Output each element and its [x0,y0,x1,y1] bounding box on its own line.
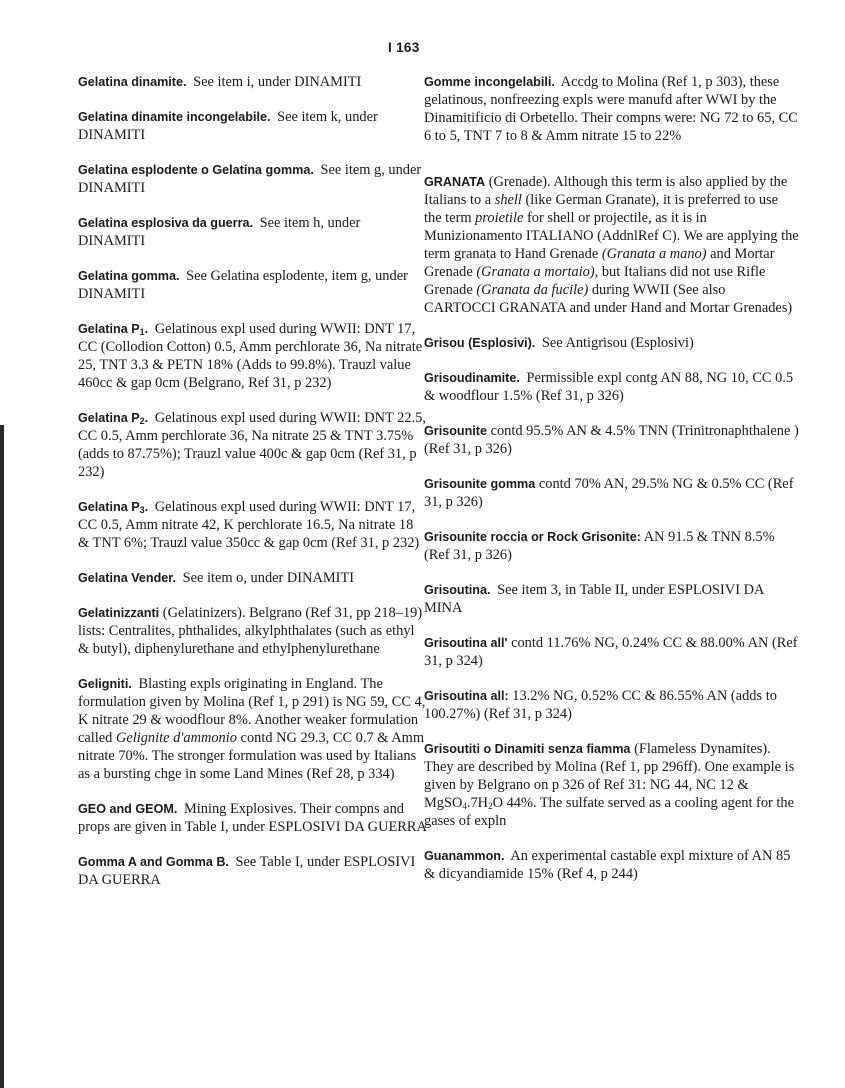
entry [78,214,428,250]
entry-italic: (Granata a mortaio), [476,264,599,280]
entry-italic: (Granata da fucile) [476,282,589,298]
entry-body: .7H [466,795,489,811]
entry-body: contd 70% AN, 29.5% NG & 0.5% CC (Ref 31, p 326) [424,476,794,510]
entry-body: contd 11.76% NG, 0.24% CC & 88.00% AN (Ref 31, p 324) [424,635,798,669]
entry-head: Grisounite [424,424,487,438]
entry-head: Grisoutina all: [424,689,509,703]
entry [424,422,799,458]
entry-body: See item k, under DINAMITI [78,109,378,143]
entry-italic: shell [494,192,522,208]
entry-body: and Mortar Grenade [424,246,775,280]
entry [424,581,799,617]
entry [78,161,428,197]
entry [78,320,428,392]
entry [424,173,799,317]
entry-head: Grisou (Esplosivi). [424,336,536,350]
entry [424,475,799,511]
formula-subscript: 2 [488,801,493,811]
entry-head: Grisoudinamite. [424,371,520,385]
head-tail: . [144,500,149,514]
entry-head [78,500,148,514]
entry [78,498,428,552]
entry-body: Permissible expl contg AN 88, NG 10, CC 0.5 & woodflour 1.5% (Ref 31, p 326) [424,370,794,404]
entry-head: Geligniti. [78,677,132,691]
entry-head: Gelatina esplosiva da guerra. [78,216,253,230]
entry-body: AN 91.5 & TNN 8.5% (Ref 31, p 326) [424,529,775,563]
entry-body: See item i, under DINAMITI [193,74,362,90]
entry-body: See Gelatina esplodente, item g, under DINAMITI [78,268,408,302]
entry-body: but Italians did not use Rifle Grenade [424,264,766,298]
head-subscript: 2 [139,416,145,426]
entry-head: Gelatina Vender. [78,571,176,585]
entry-body: Gelatinous expl used during WWII: DNT 17, CC 0.5, Amm nitrate 42, K perchlorate 16.5, Na nitrate 18 & TNT 6%; Trauzl value 350cc & gap 0cm (Ref 31, p 232) [78,499,420,551]
entry [78,675,428,783]
entry [424,687,799,723]
head-tail: . [144,322,149,336]
scan-edge-line [0,425,4,1088]
head-subscript: 1 [139,327,145,337]
entry-head: Guanammon. [424,849,505,863]
entry-body: 13.2% NG, 0.52% CC & 86.55% AN (adds to 100.27%) (Ref 31, p 324) [424,688,777,722]
entry-body: See Table I, under ESPLOSIVI DA GUERRA [78,854,416,888]
head-subscript: 3 [139,505,145,515]
entry-italic: proietile [475,210,524,226]
entry [78,569,428,587]
entry-body: Mining Explosives. Their compns and props are given in Table I, under ESPLOSIVI DA GUERRA [78,801,427,835]
entry-head [78,322,148,336]
entry-head: Gelatina dinamite. [78,75,187,89]
entry-body: Gelatinous expl used during WWII: DNT 22.5, CC 0.5, Amm perchlorate 36, Na nitrate 25 & TNT 3.75% (adds to 87.75%); Trauzl value 400c & gap 0cm (Ref 31, p 232) [78,410,426,480]
entry-head: Grisoutina all' [424,636,508,650]
entry-head: Gelatinizzanti [78,606,160,620]
entry-body: See item h, under DINAMITI [78,215,361,249]
entry-body: See item 3, in Table II, under ESPLOSIVI DA MINA [424,582,764,616]
head-main: Gelatina P [78,411,140,425]
entry-head: Gomme incongelabili. [424,75,555,89]
entry-body: (Grenade). Although this term is also applied by the Italians to a [424,174,788,208]
entry-head: Gelatina gomma. [78,269,180,283]
entry [424,369,799,405]
entry-italic: (Granata a mano) [601,246,707,262]
entry [424,528,799,564]
entry-body: Accdg to Molina (Ref 1, p 303), these gelatinous, nonfreezing expls were manufd after WWI by the Dinamitificio di Orbetello. Their compns were: NG 72 to 65, CC 6 to 5, TNT 7 to 8 & Amm nitrate 15 to 22% [424,74,798,144]
entry-head: Grisoutina. [424,583,491,597]
entry [78,800,428,836]
right-column [424,73,799,900]
entry-body: (like German Granate), it is preferred to use the term [424,192,779,226]
entry-body: contd 95.5% AN & 4.5% TNN (Trinitronaphthalene ) (Ref 31, p 326) [424,423,799,457]
entry-body: O 44%. The sulfate served as a cooling agent for the gases of expln [424,795,795,829]
entry-head: GRANATA [424,175,486,189]
entry-italic: Gelignite d'ammonio [115,730,237,746]
entry-body: (Flameless Dynamites). They are described by Molina (Ref 1, pp 296ff). One example is given by Belgrano on p 326 of Ref 31: NG 44, NC 12 & MgSO [424,741,795,811]
entry-head: Gelatina esplodente o Gelatina gomma. [78,163,314,177]
entry-head: Gelatina dinamite incongelabile. [78,110,271,124]
entry [78,604,428,658]
left-column [78,73,428,906]
entry [78,108,428,144]
entry-head: Grisoutiti o Dinamiti senza fiamma [424,742,631,756]
entry-head [78,411,148,425]
formula-subscript: 4 [462,801,467,811]
entry [424,740,799,830]
page-number: I 163 [388,40,420,55]
entry [424,847,799,883]
entry [78,73,428,91]
entry-head: Gomma A and Gomma B. [78,855,229,869]
entry [78,409,428,481]
entry-body: See item o, under DINAMITI [182,570,355,586]
entry [424,334,799,352]
entry-body: See item g, under DINAMITI [78,162,422,196]
entry-body: Gelatinous expl used during WWII: DNT 17, CC (Collodion Cotton) 0.5, Amm perchlorate 36, Na nitrate 25, TNT 3.3 & PETN 18% (Adds to 99.8%). Trauzl value 460cc & gap 0cm (Belgrano, Ref 31, p 232) [78,321,423,391]
entry-head: Grisounite roccia or Rock Grisonite: [424,530,641,544]
head-tail: . [144,411,149,425]
entry-head: GEO and GEOM. [78,802,178,816]
entry [424,73,799,145]
head-main: Gelatina P [78,322,140,336]
entry-body: Blasting expls originating in England. The formulation given by Molina (Ref 1, p 291) is NG 59, CC 4, K nitrate 29 & woodflour 8%. Another weaker formulation called [78,676,426,746]
entry [78,267,428,303]
entry-body: (Gelatinizers). Belgrano (Ref 31, pp 218–19) lists: Centralites, phthalides, alkylphthalates (such as ethyl & butyl), diphenylurethane and ethylphenylurethane [78,605,423,657]
entry [424,634,799,670]
entry-head: Grisounite gomma [424,477,536,491]
entry-body: contd NG 29.3, CC 0.7 & Amm nitrate 70%. The stronger formulation was used by Italians as a bursting chge in some Land Mines (Ref 28, p 334) [78,730,425,782]
head-main: Gelatina P [78,500,140,514]
entry-body: during WWII (See also CARTOCCI GRANATA and under Hand and Mortar Grenades) [424,282,793,316]
entry [78,853,428,889]
entry-body: See Antigrisou (Esplosivi) [541,335,694,351]
entry-body: for shell or projectile, as it is in Munizionamento ITALIANO (AddnlRef C). We are applying the term granata to Hand Grenade [424,210,799,262]
entry-body: An experimental castable expl mixture of AN 85 & dicyandiamide 15% (Ref 4, p 244) [424,848,791,882]
